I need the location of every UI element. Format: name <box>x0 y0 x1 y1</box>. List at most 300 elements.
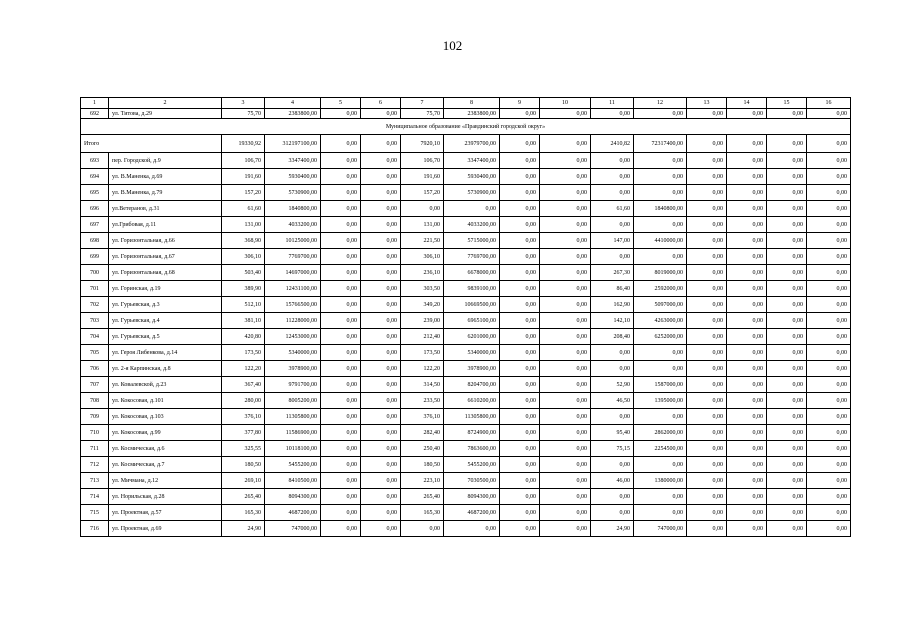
table-cell: 0,00 <box>500 201 540 217</box>
table-cell: 0,00 <box>727 297 767 313</box>
table-row <box>81 153 851 169</box>
table-cell: 8724900,00 <box>444 425 500 441</box>
table-cell: 280,00 <box>222 393 265 409</box>
table-cell: 0,00 <box>321 329 361 345</box>
table-cell: 0,00 <box>321 521 361 537</box>
table-cell: 0,00 <box>687 345 727 361</box>
table-cell: 0,00 <box>361 425 401 441</box>
table-cell: 716 <box>81 521 109 537</box>
table-cell: ул. Гурьевская, д.4 <box>109 313 222 329</box>
table-cell: 0,00 <box>361 377 401 393</box>
table-row <box>81 281 851 297</box>
table-row <box>81 109 851 119</box>
table-cell: 0,00 <box>361 217 401 233</box>
table-cell: 0,00 <box>687 153 727 169</box>
table-cell: 0,00 <box>321 473 361 489</box>
table-cell: 2862000,00 <box>634 425 687 441</box>
table-cell: 0,00 <box>500 425 540 441</box>
table-cell: 0,00 <box>361 521 401 537</box>
table-cell: 8 <box>444 98 500 109</box>
table-cell: 306,10 <box>401 249 444 265</box>
table-row <box>81 265 851 281</box>
table-cell: 0,00 <box>767 409 807 425</box>
table-cell: ул. Кокосовая, д.103 <box>109 409 222 425</box>
table-cell: 221,50 <box>401 233 444 249</box>
table-cell: ул. Горизонтальная, д.67 <box>109 249 222 265</box>
table-cell: 6678000,00 <box>444 265 500 281</box>
table-cell: 142,10 <box>591 313 634 329</box>
table-cell: 8204700,00 <box>444 377 500 393</box>
table-cell: 0,00 <box>321 361 361 377</box>
total-label: Итого <box>81 135 222 153</box>
table-cell: 2592000,00 <box>634 281 687 297</box>
table-cell: 147,00 <box>591 233 634 249</box>
table-cell: 0,00 <box>500 169 540 185</box>
table-cell: 703 <box>81 313 109 329</box>
table-cell: 0,00 <box>687 217 727 233</box>
table-row <box>81 409 851 425</box>
table-cell: 3347400,00 <box>444 153 500 169</box>
table-cell: 1395000,00 <box>634 393 687 409</box>
table-cell: 7769700,00 <box>444 249 500 265</box>
table-cell: 212,40 <box>401 329 444 345</box>
table-cell: 180,50 <box>222 457 265 473</box>
table-cell: ул.Ветеранов, д.31 <box>109 201 222 217</box>
table-cell: 0,00 <box>591 345 634 361</box>
table-cell: 24,90 <box>591 521 634 537</box>
table-cell: 0,00 <box>727 521 767 537</box>
table-cell: 16 <box>807 98 851 109</box>
table-cell: 0,00 <box>500 313 540 329</box>
table-cell: 0,00 <box>727 265 767 281</box>
table-cell: 0,00 <box>807 249 851 265</box>
table-cell: 0,00 <box>807 135 851 153</box>
table-cell: 14697000,00 <box>265 265 321 281</box>
table-cell: 46,00 <box>591 473 634 489</box>
register-table <box>80 97 851 537</box>
table-cell: 747000,00 <box>265 521 321 537</box>
table-cell: 0,00 <box>361 185 401 201</box>
table-cell: 0,00 <box>500 297 540 313</box>
table-cell: 0,00 <box>321 489 361 505</box>
table-cell: 12 <box>634 98 687 109</box>
table-cell: 61,60 <box>222 201 265 217</box>
table-cell: 267,30 <box>591 265 634 281</box>
table-cell: ул. Горизонтальная, д.66 <box>109 233 222 249</box>
table-cell: 0,00 <box>540 457 591 473</box>
table-cell: 4687200,00 <box>444 505 500 521</box>
table-cell: 0,00 <box>687 361 727 377</box>
table-cell: 704 <box>81 329 109 345</box>
table-cell: 0,00 <box>361 409 401 425</box>
table-cell: 0,00 <box>361 249 401 265</box>
table-cell: 11 <box>591 98 634 109</box>
section-row <box>81 119 851 135</box>
table-cell: 0,00 <box>321 441 361 457</box>
table-cell: 239,00 <box>401 313 444 329</box>
table-cell: 0,00 <box>687 329 727 345</box>
table-cell: 23979700,00 <box>444 135 500 153</box>
table-cell: 0,00 <box>500 233 540 249</box>
table-cell: ул. В.Маненка, д.69 <box>109 169 222 185</box>
table-cell: 10 <box>540 98 591 109</box>
table-cell: 0,00 <box>540 409 591 425</box>
table-cell: 0,00 <box>807 265 851 281</box>
table-row <box>81 441 851 457</box>
table-cell: 61,60 <box>591 201 634 217</box>
table-cell: 10125000,00 <box>265 233 321 249</box>
table-cell: 0,00 <box>687 393 727 409</box>
table-cell: 282,40 <box>401 425 444 441</box>
table-cell: 269,10 <box>222 473 265 489</box>
table-cell: 233,50 <box>401 393 444 409</box>
table-row <box>81 297 851 313</box>
table-cell: 0,00 <box>540 361 591 377</box>
table-cell: 0,00 <box>634 217 687 233</box>
table-cell: ул. Кокосовая, д.101 <box>109 393 222 409</box>
table-cell: 0,00 <box>361 297 401 313</box>
table-cell: 0,00 <box>727 457 767 473</box>
table-cell: 0,00 <box>807 345 851 361</box>
table-cell: 0,00 <box>807 185 851 201</box>
table-cell: 0,00 <box>687 457 727 473</box>
table-cell: 106,70 <box>222 153 265 169</box>
table-cell: 5730900,00 <box>444 185 500 201</box>
table-cell: 306,10 <box>222 249 265 265</box>
table-cell: 1 <box>81 98 109 109</box>
table-cell: 8019000,00 <box>634 265 687 281</box>
table-cell: 4263000,00 <box>634 313 687 329</box>
table-cell: 265,40 <box>222 489 265 505</box>
table-cell: 6965100,00 <box>444 313 500 329</box>
table-cell: 223,10 <box>401 473 444 489</box>
table-cell: 4033200,00 <box>444 217 500 233</box>
table-cell: 9 <box>500 98 540 109</box>
table-cell: 165,30 <box>222 505 265 521</box>
table-cell: 0,00 <box>807 409 851 425</box>
table-cell: 5097000,00 <box>634 297 687 313</box>
table-cell: 0,00 <box>500 153 540 169</box>
table-cell: 1840800,00 <box>634 201 687 217</box>
table-cell: 0,00 <box>540 393 591 409</box>
table-cell: 106,70 <box>401 153 444 169</box>
table-cell: ул. Героя Либенкова, д.14 <box>109 345 222 361</box>
table-cell: 0,00 <box>767 329 807 345</box>
table-cell: 0,00 <box>807 313 851 329</box>
table-cell: 0,00 <box>361 313 401 329</box>
table-cell: 0,00 <box>634 153 687 169</box>
table-cell: 15766500,00 <box>265 297 321 313</box>
table-cell: 5340000,00 <box>444 345 500 361</box>
table-cell: 376,10 <box>222 409 265 425</box>
table-cell: 11305800,00 <box>444 409 500 425</box>
table-cell: 0,00 <box>807 109 851 119</box>
header-row <box>81 98 851 109</box>
table-row <box>81 457 851 473</box>
table-cell: 694 <box>81 169 109 185</box>
table-row <box>81 233 851 249</box>
table-cell: 10669500,00 <box>444 297 500 313</box>
table-cell: 0,00 <box>687 473 727 489</box>
table-cell: 0,00 <box>767 297 807 313</box>
table-cell: 711 <box>81 441 109 457</box>
table-cell: 0,00 <box>634 409 687 425</box>
table-cell: 503,40 <box>222 265 265 281</box>
table-cell: ул. Проектная, д.69 <box>109 521 222 537</box>
table-cell: 1840800,00 <box>265 201 321 217</box>
table-cell: 0,00 <box>540 505 591 521</box>
table-cell: 0,00 <box>727 393 767 409</box>
table-cell: 0,00 <box>727 217 767 233</box>
table-cell: 0,00 <box>540 281 591 297</box>
table-cell: 0,00 <box>634 185 687 201</box>
table-cell: 0,00 <box>727 425 767 441</box>
table-cell: 15 <box>767 98 807 109</box>
table-cell: 0,00 <box>767 281 807 297</box>
table-body <box>81 98 851 537</box>
table-cell: 0,00 <box>807 505 851 521</box>
table-cell: 0,00 <box>727 377 767 393</box>
table-cell: 0,00 <box>767 249 807 265</box>
table-cell: 0,00 <box>807 457 851 473</box>
table-cell: 0,00 <box>767 169 807 185</box>
table-cell: 0,00 <box>591 457 634 473</box>
table-cell: 0,00 <box>540 217 591 233</box>
table-cell: 4410000,00 <box>634 233 687 249</box>
table-cell: 0,00 <box>807 169 851 185</box>
table-cell: 0,00 <box>591 153 634 169</box>
table-cell: 0,00 <box>361 109 401 119</box>
table-cell: 0,00 <box>634 489 687 505</box>
table-cell: 0,00 <box>727 361 767 377</box>
table-cell: 0,00 <box>321 409 361 425</box>
table-row <box>81 489 851 505</box>
table-cell: 0,00 <box>361 361 401 377</box>
table-cell: 0,00 <box>500 217 540 233</box>
table-cell: 208,40 <box>591 329 634 345</box>
table-cell: 7920,10 <box>401 135 444 153</box>
table-cell: 122,20 <box>401 361 444 377</box>
table-cell: 95,40 <box>591 425 634 441</box>
table-cell: 0,00 <box>687 505 727 521</box>
table-cell: 0,00 <box>500 185 540 201</box>
table-cell: 0,00 <box>540 153 591 169</box>
table-cell: 0,00 <box>321 345 361 361</box>
table-row <box>81 425 851 441</box>
table-cell: 0,00 <box>444 201 500 217</box>
table-cell: 0,00 <box>540 377 591 393</box>
table-cell: 0,00 <box>727 313 767 329</box>
table-cell: 0,00 <box>540 441 591 457</box>
table-cell: 7863600,00 <box>444 441 500 457</box>
table-cell: 250,40 <box>401 441 444 457</box>
table-cell: 0,00 <box>361 505 401 521</box>
table-cell: 0,00 <box>361 153 401 169</box>
table-cell: 5340000,00 <box>265 345 321 361</box>
table-cell: 7030500,00 <box>444 473 500 489</box>
table-cell: 0,00 <box>767 265 807 281</box>
table-cell: ул. Гурьевская, д.3 <box>109 297 222 313</box>
table-cell: 706 <box>81 361 109 377</box>
table-cell: ул. Мичмана, д.12 <box>109 473 222 489</box>
table-cell: 0,00 <box>634 345 687 361</box>
table-cell: 6 <box>361 98 401 109</box>
table-cell: 173,50 <box>401 345 444 361</box>
table-cell: 9839100,00 <box>444 281 500 297</box>
table-cell: 0,00 <box>361 393 401 409</box>
table-cell: 0,00 <box>500 329 540 345</box>
table-cell: 0,00 <box>807 217 851 233</box>
table-cell: 0,00 <box>767 521 807 537</box>
table-cell: 0,00 <box>807 521 851 537</box>
table-cell: 0,00 <box>807 153 851 169</box>
table-cell: ул. Горинская, д.19 <box>109 281 222 297</box>
table-cell: 0,00 <box>767 361 807 377</box>
table-cell: 0,00 <box>807 281 851 297</box>
table-cell: 173,50 <box>222 345 265 361</box>
table-cell: 0,00 <box>540 521 591 537</box>
table-cell: 0,00 <box>591 505 634 521</box>
table-cell: 0,00 <box>807 377 851 393</box>
table-cell: 0,00 <box>767 473 807 489</box>
table-cell: 0,00 <box>540 109 591 119</box>
table-row <box>81 521 851 537</box>
table-cell: 14 <box>727 98 767 109</box>
table-cell: 0,00 <box>591 169 634 185</box>
table-cell: 0,00 <box>321 109 361 119</box>
table-row <box>81 217 851 233</box>
table-cell: 0,00 <box>727 329 767 345</box>
table-cell: 0,00 <box>500 281 540 297</box>
table-cell: 0,00 <box>500 265 540 281</box>
table-cell: 5455200,00 <box>444 457 500 473</box>
table-cell: 75,70 <box>222 109 265 119</box>
table-cell: 0,00 <box>500 441 540 457</box>
table-cell: 0,00 <box>807 489 851 505</box>
table-cell: 0,00 <box>634 457 687 473</box>
table-cell: 0,00 <box>687 185 727 201</box>
table-row <box>81 505 851 521</box>
table-cell: ул. Ковалевской, д.23 <box>109 377 222 393</box>
table-cell: 0,00 <box>767 217 807 233</box>
table-cell: 0,00 <box>687 441 727 457</box>
table-cell: 0,00 <box>321 313 361 329</box>
table-cell: 0,00 <box>687 521 727 537</box>
table-cell: ул. Титова, д.29 <box>109 109 222 119</box>
total-row <box>81 135 851 153</box>
table-cell: 131,00 <box>401 217 444 233</box>
table-row <box>81 473 851 489</box>
table-cell: 0,00 <box>500 505 540 521</box>
table-cell: 0,00 <box>687 281 727 297</box>
table-cell: 0,00 <box>767 233 807 249</box>
table-cell: 0,00 <box>767 135 807 153</box>
table-cell: 0,00 <box>500 109 540 119</box>
table-cell: 75,15 <box>591 441 634 457</box>
table-cell: 0,00 <box>540 185 591 201</box>
table-cell: 695 <box>81 185 109 201</box>
table-cell: 0,00 <box>591 217 634 233</box>
table-cell: 9791700,00 <box>265 377 321 393</box>
table-cell: 0,00 <box>361 329 401 345</box>
table-cell: 0,00 <box>634 505 687 521</box>
table-cell: 349,20 <box>401 297 444 313</box>
table-cell: 2 <box>109 98 222 109</box>
table-cell: 0,00 <box>321 201 361 217</box>
table-cell: 0,00 <box>321 425 361 441</box>
table-cell: 0,00 <box>500 393 540 409</box>
table-cell: 46,50 <box>591 393 634 409</box>
table-row <box>81 329 851 345</box>
table-cell: 701 <box>81 281 109 297</box>
table-cell: 13 <box>687 98 727 109</box>
table-cell: 24,90 <box>222 521 265 537</box>
table-cell: 72317400,00 <box>634 135 687 153</box>
table-cell: 0,00 <box>321 249 361 265</box>
table-cell: 377,80 <box>222 425 265 441</box>
table-cell: 7769700,00 <box>265 249 321 265</box>
table-cell: 8005200,00 <box>265 393 321 409</box>
table-cell: 236,10 <box>401 265 444 281</box>
table-cell: 0,00 <box>321 153 361 169</box>
table-cell: 0,00 <box>591 489 634 505</box>
table-cell: 0,00 <box>591 249 634 265</box>
table-cell: 4 <box>265 98 321 109</box>
table-cell: 376,10 <box>401 409 444 425</box>
table-cell: 713 <box>81 473 109 489</box>
table-cell: 0,00 <box>687 169 727 185</box>
table-cell: 389,90 <box>222 281 265 297</box>
table-cell: 0,00 <box>500 473 540 489</box>
table-cell: 0,00 <box>540 473 591 489</box>
table-cell: 0,00 <box>321 233 361 249</box>
table-cell: 0,00 <box>727 249 767 265</box>
table-cell: 0,00 <box>540 313 591 329</box>
table-cell: 10118100,00 <box>265 441 321 457</box>
table-cell: 0,00 <box>591 361 634 377</box>
table-row <box>81 313 851 329</box>
table-cell: 191,60 <box>401 169 444 185</box>
table-row <box>81 361 851 377</box>
table-cell: 2383800,00 <box>265 109 321 119</box>
table-cell: 2410,82 <box>591 135 634 153</box>
table-cell: 0,00 <box>361 201 401 217</box>
table-cell: 697 <box>81 217 109 233</box>
table-cell: 0,00 <box>540 345 591 361</box>
table-cell: 698 <box>81 233 109 249</box>
table-cell: 5930400,00 <box>444 169 500 185</box>
table-cell: 0,00 <box>727 109 767 119</box>
table-cell: 0,00 <box>401 521 444 537</box>
table-cell: 0,00 <box>767 457 807 473</box>
table-cell: 0,00 <box>540 201 591 217</box>
table-cell: 0,00 <box>727 153 767 169</box>
table-cell: 0,00 <box>634 249 687 265</box>
table-row <box>81 345 851 361</box>
table-cell: ул. Кокосовая, д.99 <box>109 425 222 441</box>
table-cell: 0,00 <box>727 345 767 361</box>
table-cell: 52,90 <box>591 377 634 393</box>
table-cell: 8410500,00 <box>265 473 321 489</box>
table-cell: 715 <box>81 505 109 521</box>
table-cell: 0,00 <box>321 265 361 281</box>
table-cell: 693 <box>81 153 109 169</box>
table-cell: 3978900,00 <box>265 361 321 377</box>
table-cell: 0,00 <box>361 457 401 473</box>
table-cell: ул. Проектная, д.57 <box>109 505 222 521</box>
table-cell: 0,00 <box>767 153 807 169</box>
table-cell: 0,00 <box>540 233 591 249</box>
